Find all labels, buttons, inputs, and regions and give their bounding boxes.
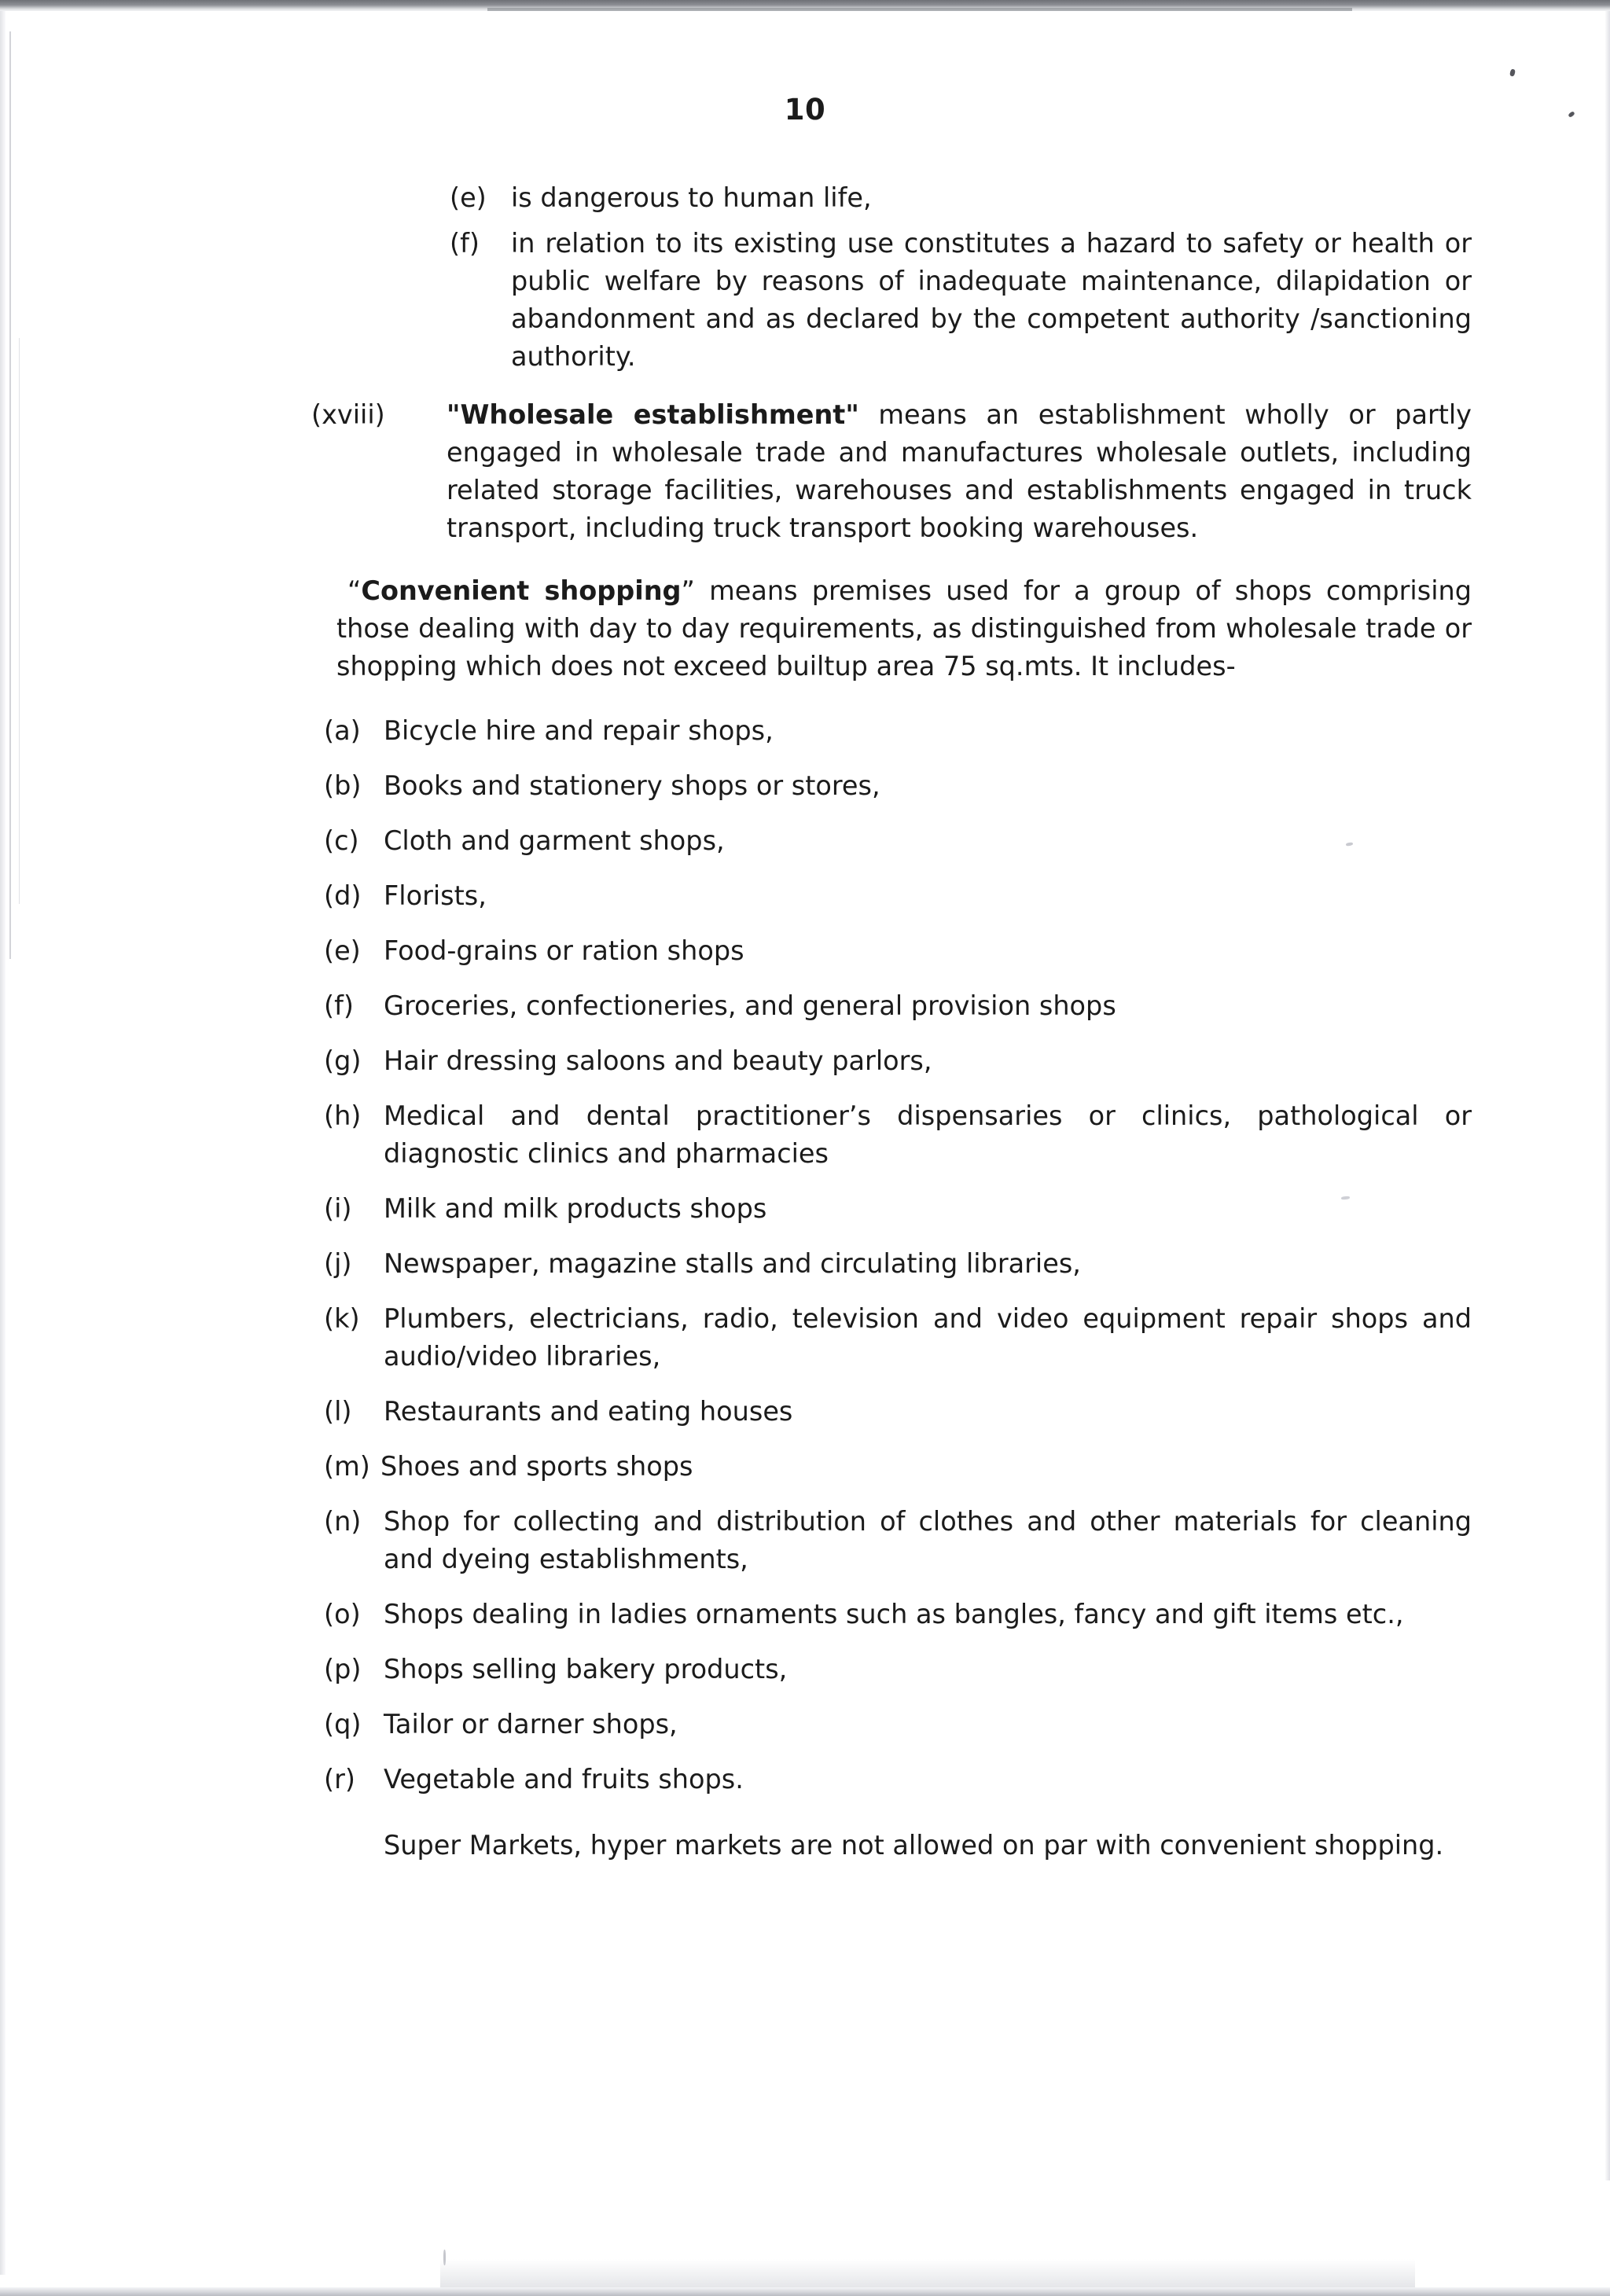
list-item [324, 932, 1472, 970]
defined-term-convenient-shopping: Convenient shopping [361, 575, 682, 606]
closing-note: Super Markets, hyper markets are not allowed on par with convenient shopping. [384, 1830, 1444, 1861]
list-item-marker: (h) [324, 1100, 362, 1131]
list-item-marker: (e) [324, 935, 361, 966]
list-item-label: Medical and dental practitioner’s dispensaries or clinics, pathological or diagnostic clinics and pharmacies [384, 1100, 1472, 1169]
list-item [324, 1042, 1472, 1080]
close-quote-glyph: ” [681, 575, 695, 606]
list-item-label: Tailor or darner shops, [384, 1709, 678, 1739]
list-item-marker: (g) [324, 1045, 362, 1076]
clause-xviii [311, 396, 1472, 547]
list-item-label: Shops dealing in ladies ornaments such as bangles, fancy and gift items etc., [384, 1599, 1404, 1629]
subclause-marker: (e) [450, 182, 487, 213]
definition-body: means premises used for a group of shops comprising those dealing with day to day requirements, as distinguished from wholesale trade or shopping which does not exceed builtup area 75 sq.mts. It includes- [336, 575, 1472, 681]
list-item [324, 767, 1472, 805]
list-item-label: Plumbers, electricians, radio, television and video equipment repair shops and audio/video libraries, [384, 1303, 1472, 1372]
list-item-label: Books and stationery shops or stores, [384, 770, 880, 801]
list-item-label: Vegetable and fruits shops. [384, 1764, 744, 1795]
list-item [324, 987, 1472, 1025]
scan-top-edge-artifact [0, 0, 1610, 11]
list-item-marker: (d) [324, 880, 362, 911]
list-item [324, 822, 1472, 860]
list-item-marker: (o) [324, 1599, 361, 1629]
list-item-marker: (m) [324, 1451, 370, 1482]
list-item [324, 1651, 1472, 1688]
list-item-label: Restaurants and eating houses [384, 1396, 793, 1427]
clause-text [447, 396, 1472, 547]
list-item-label: Shoes and sports shops [380, 1451, 693, 1482]
list-item [324, 1097, 1472, 1173]
list-item-marker: (r) [324, 1764, 355, 1795]
list-item-label: Food-grains or ration shops [384, 935, 744, 966]
list-item [324, 877, 1472, 915]
list-item [324, 1393, 1472, 1431]
list-item-marker: (b) [324, 770, 362, 801]
defined-term-wholesale-establishment: "Wholesale establishment" [447, 399, 859, 430]
subclause-text: in relation to its existing use constitutes a hazard to safety or health or public welfare by reasons of inadequate maintenance, dilapidation or abandonment and as declared by the competent authority /sanctioning authority. [511, 228, 1472, 372]
scan-bottom-edge-artifact [0, 2287, 1610, 2296]
list-item-label: Shop for collecting and distribution of clothes and other materials for cleaning and dyeing establishments, [384, 1506, 1472, 1574]
list-item [324, 1503, 1472, 1578]
list-item-marker: (f) [324, 990, 354, 1021]
scan-bottom-smudge-artifact [440, 2259, 1415, 2287]
list-item [324, 1596, 1472, 1633]
list-item-label: Bicycle hire and repair shops, [384, 715, 774, 746]
list-item [324, 1706, 1472, 1743]
shop-type-list [0, 712, 1610, 1798]
clause-marker: (xviii) [311, 399, 385, 430]
document-body [0, 179, 1610, 1864]
list-item-marker: (p) [324, 1654, 362, 1684]
list-item-marker: (l) [324, 1396, 352, 1427]
list-item-marker: (q) [324, 1709, 362, 1739]
list-item-marker: (j) [324, 1248, 352, 1279]
list-item [324, 1761, 1472, 1798]
list-item-label: Shops selling bakery products, [384, 1654, 788, 1684]
list-item-marker: (k) [324, 1303, 360, 1334]
subclause-f [450, 225, 1472, 376]
list-item-label: Cloth and garment shops, [384, 825, 725, 856]
scan-speck-artifact [1509, 68, 1516, 76]
subclause-e [450, 179, 1472, 217]
list-item [324, 1300, 1472, 1376]
list-item [324, 1190, 1472, 1228]
list-item-marker: (c) [324, 825, 359, 856]
list-item-label: Groceries, confectioneries, and general provision shops [384, 990, 1116, 1021]
definition-convenient-shopping [336, 572, 1472, 685]
list-item-label: Hair dressing saloons and beauty parlors, [384, 1045, 932, 1076]
list-item [324, 1448, 1472, 1486]
list-item-label: Milk and milk products shops [384, 1193, 767, 1224]
list-item [324, 712, 1472, 750]
page-number: 10 [784, 93, 826, 127]
list-item-marker: (n) [324, 1506, 362, 1537]
subclause-text: is dangerous to human life, [511, 182, 872, 213]
list-item [324, 1245, 1472, 1283]
list-item-marker: (i) [324, 1193, 352, 1224]
list-item-marker: (a) [324, 715, 361, 746]
list-item-label: Florists, [384, 880, 487, 911]
open-quote-glyph: “ [347, 575, 362, 606]
list-item-label: Newspaper, magazine stalls and circulating libraries, [384, 1248, 1081, 1279]
subclause-marker: (f) [450, 228, 480, 259]
clause-body: means an establishment wholly or partly engaged in wholesale trade and manufactures wholesale outlets, including related storage facilities, warehouses and establishments engaged in truck transport, including truck transport booking warehouses. [447, 399, 1472, 543]
